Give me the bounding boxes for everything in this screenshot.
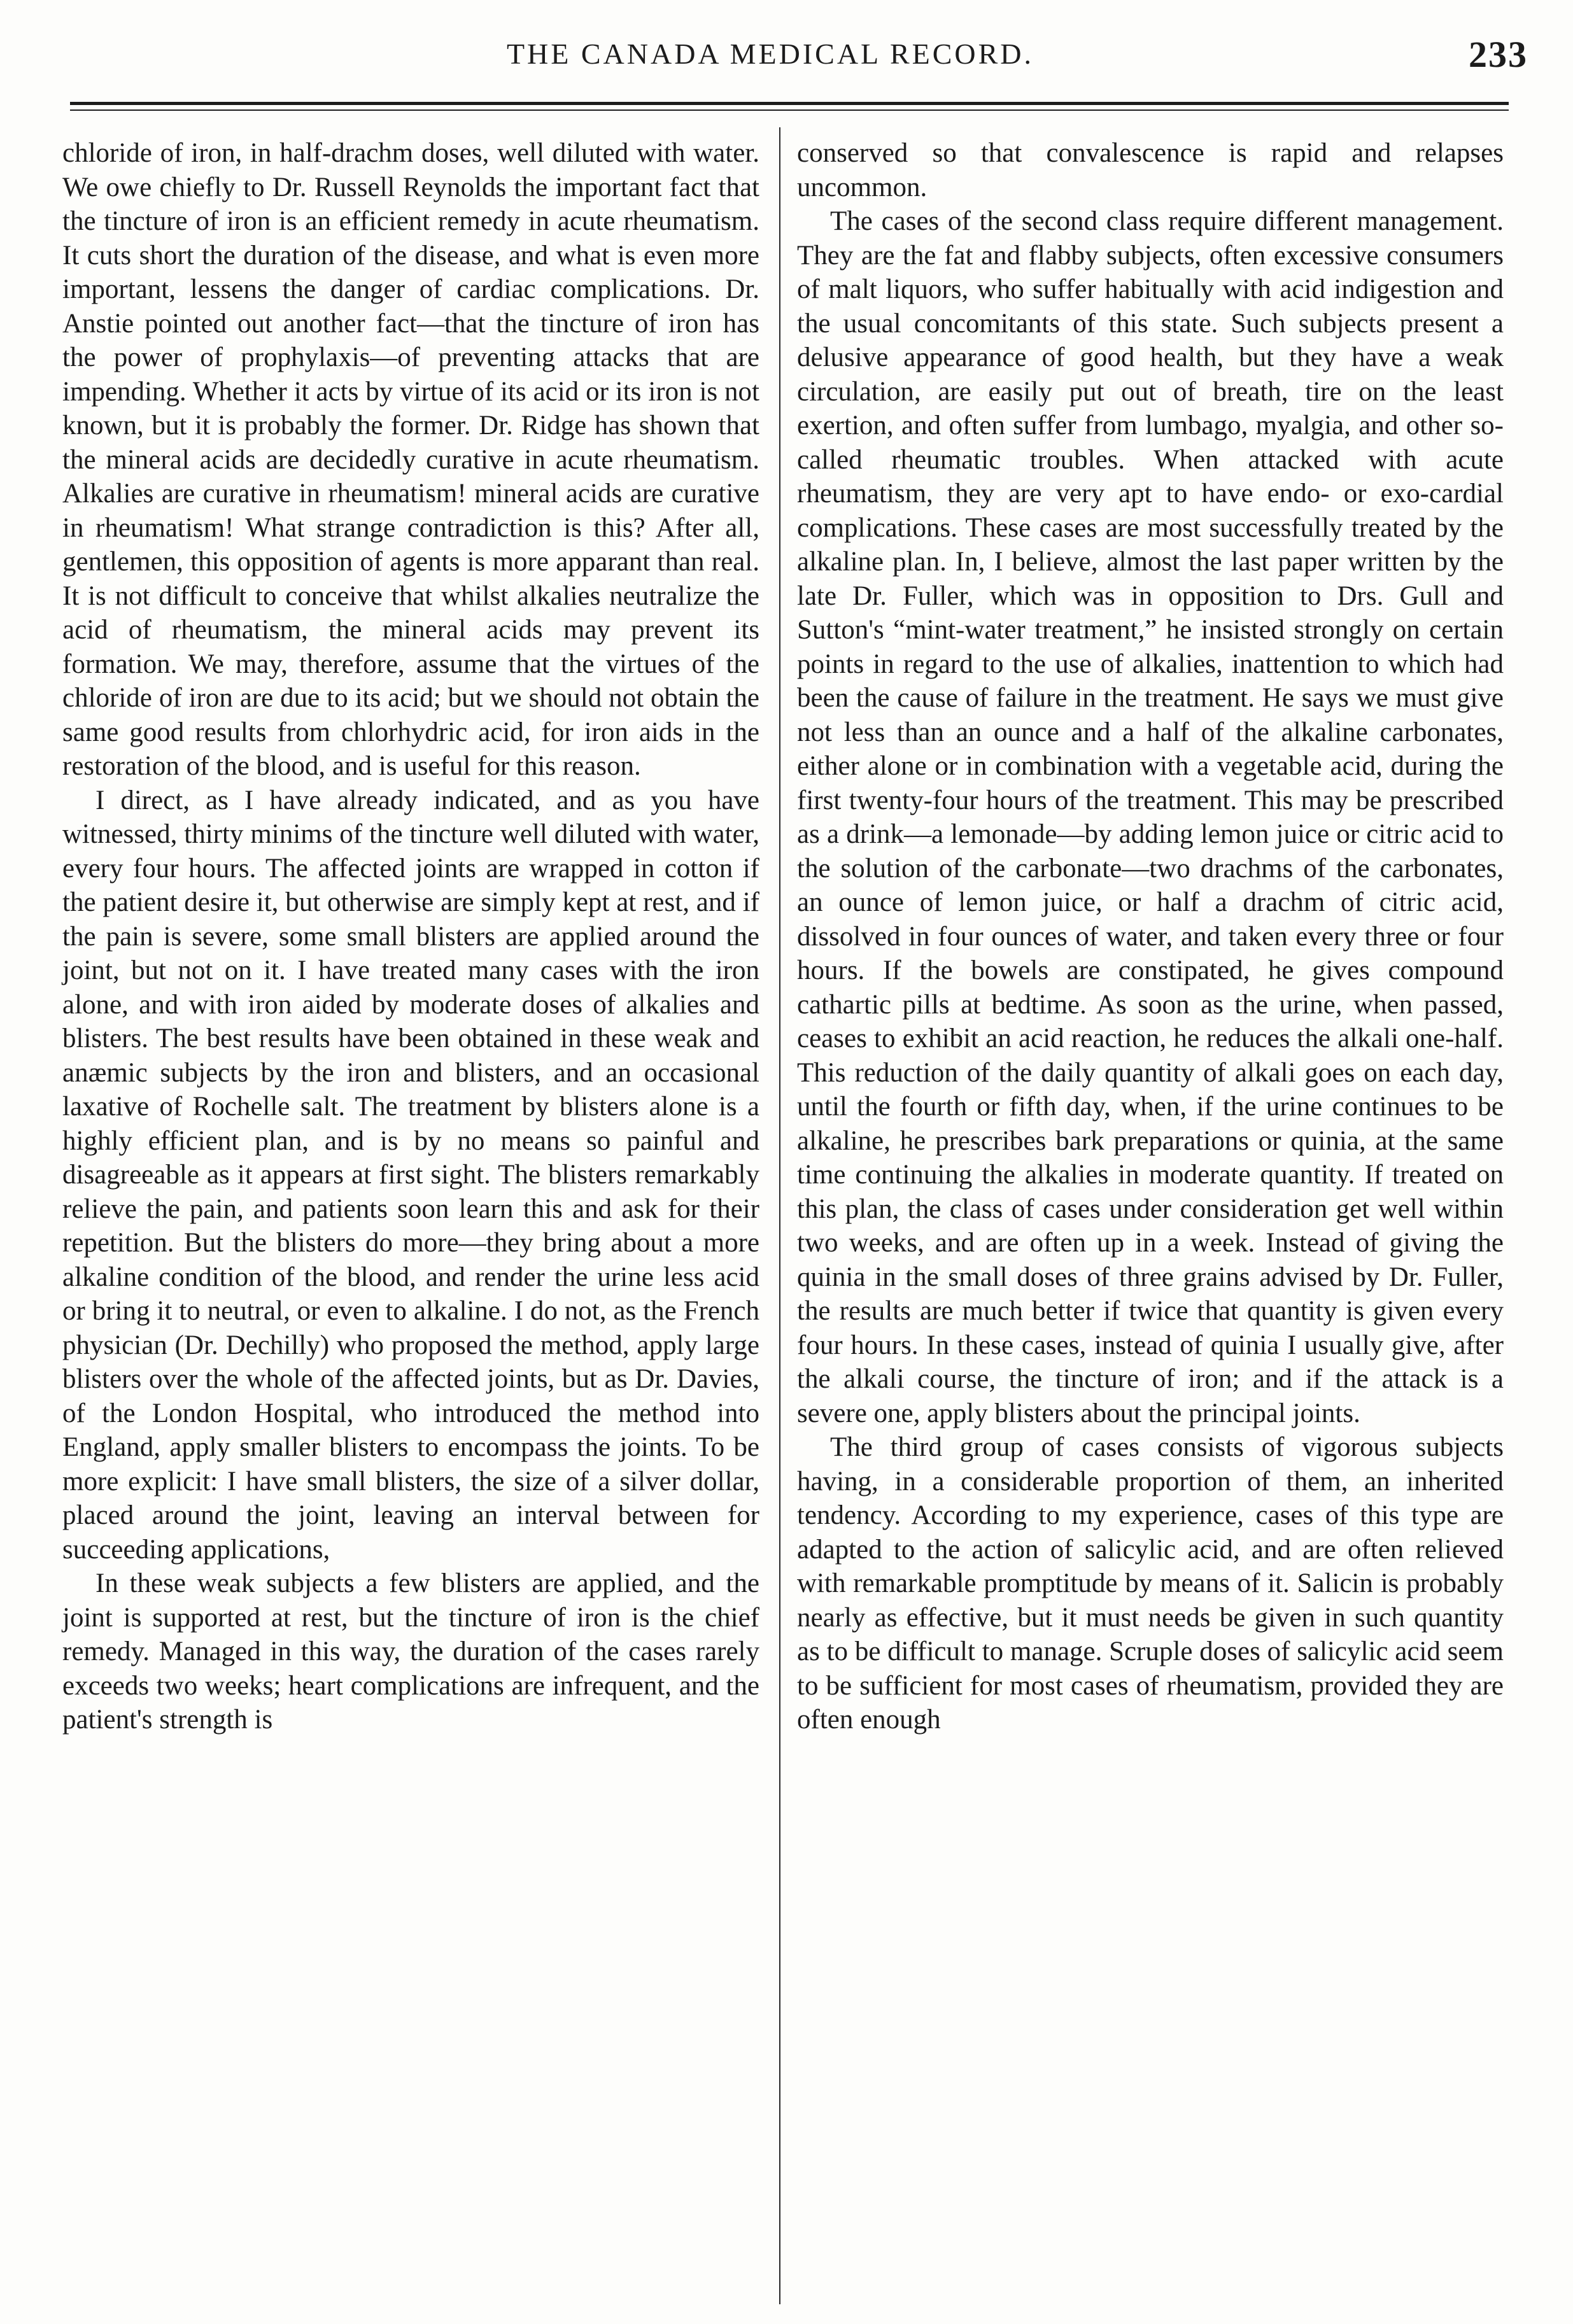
right-paragraph-3: The third group of cases consists of vigorous subjects having, in a considerable proportion of them, an inherited tendency. According to my experience, cases of this type are adapted to the action of salicylic acid, and are often relieved with remarkable promptitude by means of it. Salicin is probably nearly as effective, but it must needs be given in such quantity as to be difficult to manage. Scruple doses of salicylic acid seem to be sufficient for most cases of rheumatism, provided they are often enough xyxy=(797,1432,1504,1735)
right-column xyxy=(797,136,1504,1737)
left-paragraph-1: chloride of iron, in half-drachm doses, well diluted with water. We owe chiefly to Dr. Russell Reynolds the important fact that the tincture of iron is an efficient remedy in acute rheumatism. It cuts short the duration of the disease, and what is even more important, lessens the danger of cardiac complications. Dr. Anstie pointed out another fact—that the tincture of iron has the power of prophylaxis—of preventing attacks that are impending. Whether it acts by virtue of its acid or its iron is not known, but it is probably the former. Dr. Ridge has shown that the mineral acids are decidedly curative in acute rheumatism. Alkalies are curative in rheumatism! mineral acids are curative in rheumatism! What strange contradiction is this? After all, gentlemen, this opposition of agents is more apparant than real. It is not difficult to conceive that whilst alkalies neutralize the acid of rheumatism, the mineral acids may prevent its formation. We may, therefore, assume that the virtues of the chloride of iron are due to its acid; but we should not obtain the same good results from chlorhydric acid, for iron aids in the restoration of the blood, and is useful for this reason. xyxy=(62,138,759,781)
left-paragraph-2: I direct, as I have already indicated, and as you have witnessed, thirty minims of the tincture well diluted with water, every four hours. The affected joints are wrapped in cotton if the patient desire it, but otherwise are simply kept at rest, and if the pain is severe, some small blisters are applied around the joint, but not on it. I have treated many cases with the iron alone, and with iron aided by moderate doses of alkalies and blisters. The best results have been obtained in these weak and anæmic subjects by the iron and blisters, and an occasional laxative of Rochelle salt. The treatment by blisters alone is a highly efficient plan, and is by no means so painful and disagreeable as it appears at first sight. The blisters remarkably relieve the pain, and patients soon learn this and ask for their repetition. But the blisters do more—they bring about a more alkaline condition of the blood, and render the urine less acid or bring it to neutral, or even to alkaline. I do not, as the French physician (Dr. Dechilly) who proposed the method, apply large blisters over the whole of the affected joints, but as Dr. Davies, of the London Hospital, who introduced the method into England, apply smaller blisters to encompass the joints. To be more explicit: I have small blisters, the size of a silver dollar, placed around the joint, leaving an interval between for succeeding applications, xyxy=(62,785,759,1565)
page-header xyxy=(38,34,1528,88)
left-paragraph-3: In these weak subjects a few blisters are applied, and the joint is supported at rest, but the tincture of iron is the chief remedy. Managed in this way, the duration of the cases rarely exceeds two weeks; heart complications are infrequent, and the patient's strength is xyxy=(62,1568,759,1735)
header-rule-thick xyxy=(70,102,1509,105)
left-column xyxy=(62,136,759,1737)
column-divider xyxy=(779,127,780,2304)
right-paragraph-1: conserved so that convalescence is rapid and relapses uncommon. xyxy=(797,138,1504,202)
page-number: 233 xyxy=(1469,34,1528,75)
right-paragraph-2: The cases of the second class require different management. They are the fat and flabby subjects, often excessive consumers of malt liquors, who suffer habitually with acid indigestion and the usual concomitants of this state. Such subjects present a delusive appearance of good health, but they have a weak circulation, are easily put out of breath, tire on the least exertion, and often suffer from lumbago, myalgia, and other so-called rheumatic troubles. When attacked with acute rheumatism, they are very apt to have endo- or exo-cardial complications. These cases are most successfully treated by the alkaline plan. In, I believe, almost the last paper written by the late Dr. Fuller, which was in opposition to Drs. Gull and Sutton's “mint-water treatment,” he insisted strongly on certain points in regard to the use of alkalies, inattention to which had been the cause of failure in the treatment. He says we must give not less than an ounce and a half of the alkaline carbonates, either alone or in combination with a vegetable acid, during the first twenty-four hours of the treatment. This may be prescribed as a drink—a lemonade—by adding lemon juice or citric acid to the solution of the carbonate—two drachms of the carbonates, an ounce of lemon juice, or half a drachm of citric acid, dissolved in four ounces of water, and taken every three or four hours. If the bowels are constipated, he gives compound cathartic pills at bedtime. As soon as the urine, when passed, ceases to exhibit an acid reaction, he reduces the alkali one-half. This reduction of the daily quantity of alkali goes on each day, until the fourth or fifth day, when, if the urine continues to be alkaline, he prescribes bark preparations or quinia, at the same time continuing the alkalies in moderate quantity. If treated on this plan, the class of cases under consideration get well within two weeks, and are often up in a week. Instead of giving the quinia in the small doses of three grains advised by Dr. Fuller, the results are much better if twice that quantity is given every four hours. In these cases, instead of quinia I usually give, after the alkali course, the tincture of iron; and if the attack is a severe one, apply blisters about the principal joints. xyxy=(797,206,1504,1428)
header-rule-thin xyxy=(70,109,1509,111)
running-title: THE CANADA MEDICAL RECORD. xyxy=(506,38,1034,70)
